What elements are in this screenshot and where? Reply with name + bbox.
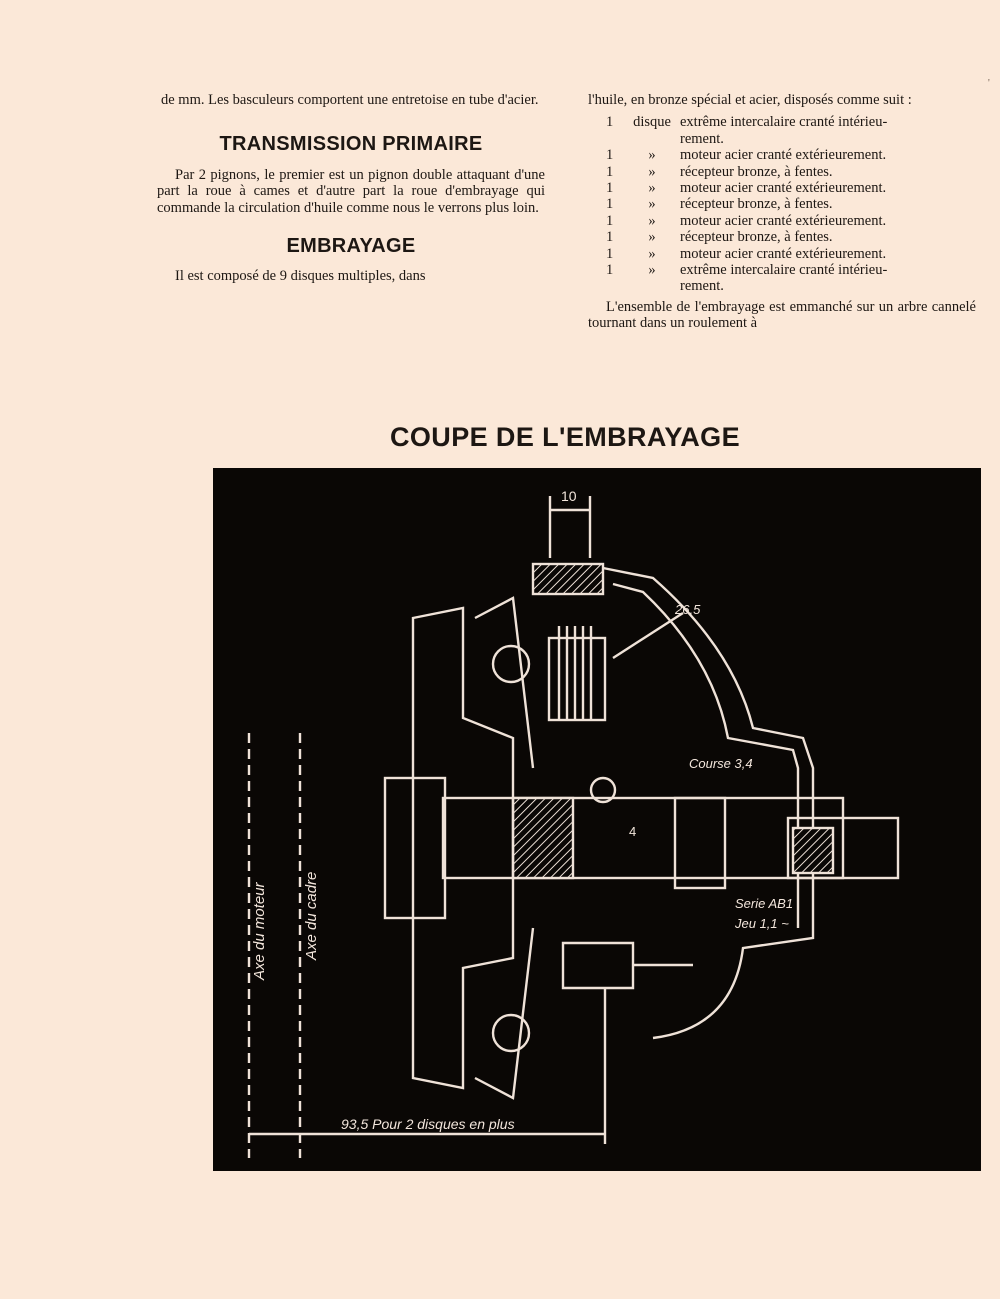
item-number: 1 xyxy=(606,212,614,229)
shaft-spline xyxy=(513,798,573,878)
item-number: 1 xyxy=(606,229,614,246)
list-item xyxy=(588,180,976,196)
housing-part xyxy=(533,564,603,594)
disc-list xyxy=(588,114,976,294)
item-number: 1 xyxy=(606,114,614,131)
main-shaft xyxy=(443,798,843,878)
item-number: 1 xyxy=(606,163,614,180)
bottom-dimension-label: 93,5 Pour 2 disques en plus xyxy=(341,1116,515,1132)
right-intro-paragraph: l'huile, en bronze spécial et acier, disposés comme suit : xyxy=(588,92,912,108)
spring-pin xyxy=(563,943,633,988)
item-word: » xyxy=(648,180,656,197)
item-continuation: rement. xyxy=(680,278,724,295)
item-description: moteur acier cranté extérieurement. xyxy=(680,212,887,229)
item-word: » xyxy=(648,245,656,262)
figure-title: COUPE DE L'EMBRAYAGE xyxy=(390,422,740,453)
list-item xyxy=(588,229,976,245)
item-word: » xyxy=(648,262,656,279)
item-number: 1 xyxy=(606,196,614,213)
item-word: » xyxy=(648,147,656,164)
dim-10-label: 10 xyxy=(561,488,577,504)
embrayage-paragraph: Il est composé de 9 disques multiples, dans xyxy=(175,268,426,285)
item-word: » xyxy=(648,163,656,180)
bearing xyxy=(493,646,529,682)
heading-embrayage: EMBRAYAGE xyxy=(286,235,416,258)
heading-transmission-primaire: TRANSMISSION PRIMAIRE xyxy=(219,133,483,156)
item-description: moteur acier cranté extérieurement. xyxy=(680,180,887,197)
item-description: récepteur bronze, à fentes. xyxy=(680,229,833,246)
margin-mark: ' xyxy=(988,78,990,89)
item-number: 1 xyxy=(606,180,614,197)
list-item xyxy=(588,196,976,212)
course-label: Course 3,4 xyxy=(689,756,753,771)
bearing xyxy=(493,1015,529,1051)
item-number: 1 xyxy=(606,147,614,164)
disc-pack xyxy=(549,638,605,720)
dim-26-5-label: 26,5 xyxy=(675,602,701,617)
housing-outline xyxy=(603,568,813,1038)
transmission-paragraph: Par 2 pignons, le premier est un pignon double attaquant d'une part la roue à cames et d'autre part la roue d'embrayage qui commande la circulation d'huile comme nous le verrons plus loin. xyxy=(157,166,545,216)
item-word: » xyxy=(648,212,656,229)
item-continuation: rement. xyxy=(680,130,724,147)
item-word: disque xyxy=(633,114,671,131)
right-column xyxy=(588,92,976,332)
item-description: récepteur bronze, à fentes. xyxy=(680,196,833,213)
pressure-plate xyxy=(675,798,725,888)
serie-label: Serie AB1 xyxy=(735,896,794,911)
list-item-continuation xyxy=(588,278,976,294)
dim-4-label: 4 xyxy=(629,824,637,839)
primary-gear xyxy=(413,608,513,1088)
left-intro-paragraph: de mm. Les basculeurs comportent une entretoise en tube d'acier. xyxy=(161,92,539,108)
engine-sprocket xyxy=(385,778,445,918)
clutch-cross-section-figure xyxy=(213,468,981,1171)
clutch-drawing xyxy=(213,468,981,1171)
item-description: moteur acier cranté extérieurement. xyxy=(680,147,887,164)
item-description: moteur acier cranté extérieurement. xyxy=(680,245,887,262)
item-description: récepteur bronze, à fentes. xyxy=(680,163,833,180)
item-word: » xyxy=(648,196,656,213)
left-column xyxy=(157,92,545,285)
list-item xyxy=(588,114,976,130)
list-item xyxy=(588,147,976,163)
list-item-continuation xyxy=(588,131,976,147)
item-description: extrême intercalaire cranté intérieu- xyxy=(680,262,888,279)
list-item xyxy=(588,213,976,229)
dim-leader xyxy=(613,613,683,658)
item-description: extrême intercalaire cranté intérieu- xyxy=(680,114,888,131)
item-number: 1 xyxy=(606,262,614,279)
axe-moteur-label: Axe du moteur xyxy=(251,882,268,980)
right-closing-paragraph: L'ensemble de l'embrayage est emmanché sur un arbre cannelé tournant dans un roulement à xyxy=(588,298,976,332)
axe-cadre-label: Axe du cadre xyxy=(303,871,320,960)
list-item xyxy=(588,164,976,180)
output-gear xyxy=(793,828,833,873)
item-word: » xyxy=(648,229,656,246)
list-item xyxy=(588,262,976,278)
list-item xyxy=(588,246,976,262)
item-number: 1 xyxy=(606,245,614,262)
jeu-label: Jeu 1,1 ~ xyxy=(735,916,789,931)
